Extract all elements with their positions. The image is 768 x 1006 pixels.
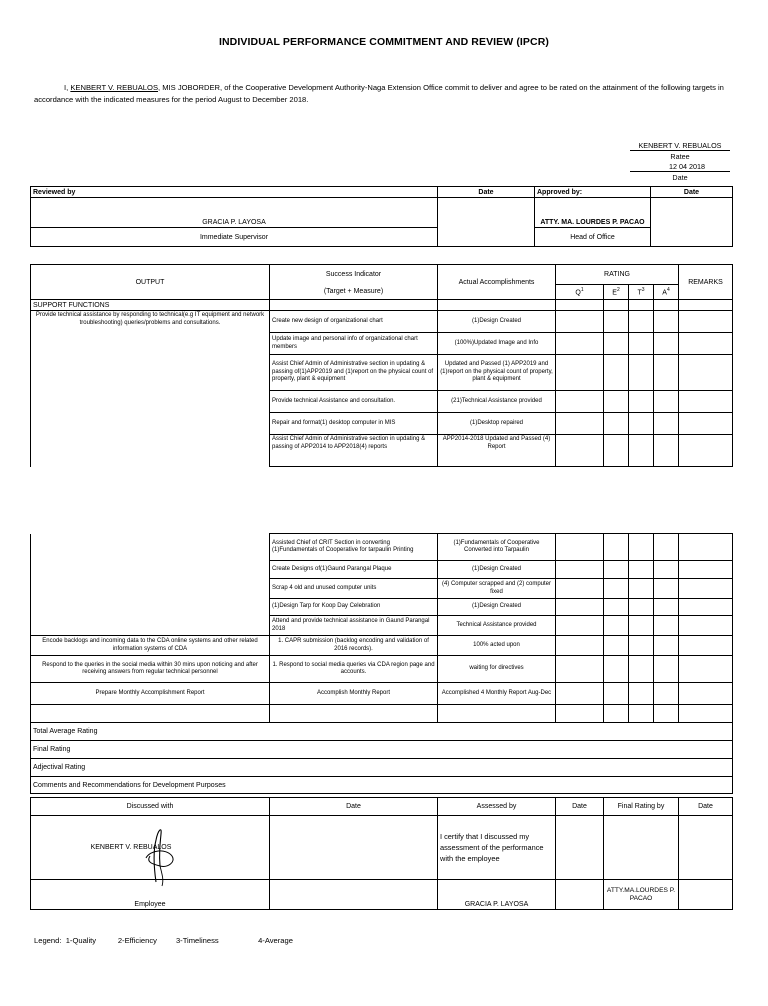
header-rating: RATING bbox=[556, 265, 679, 285]
approved-by-label: Approved by: bbox=[535, 187, 651, 198]
total-average-rating: Total Average Rating bbox=[31, 723, 733, 741]
ratee-block bbox=[630, 140, 730, 182]
output-continued-cell bbox=[31, 534, 270, 636]
reviewer-name: GRACIA P. LAYOSA bbox=[31, 198, 438, 228]
reviewer-title: Immediate Supervisor bbox=[31, 228, 438, 247]
actual-row: (21)Technical Assistance provided bbox=[438, 391, 556, 413]
assessor-name: GRACIA P. LAYOSA bbox=[438, 880, 556, 910]
header-output: OUTPUT bbox=[31, 265, 270, 300]
indicator-row: Create new design of organizational chart bbox=[270, 311, 438, 333]
performance-table-part1 bbox=[30, 264, 733, 467]
assessed-by-label: Assessed by bbox=[438, 798, 556, 816]
employee-signed-name: KENBERT V. REBUALOS bbox=[90, 844, 172, 851]
actual-row: (4) Computer scrapped and (2) computer fixed bbox=[438, 579, 556, 599]
legend-timeliness: 3-Timeliness bbox=[175, 936, 219, 945]
header-actual: Actual Accomplishments bbox=[438, 265, 556, 300]
indicator-row: Update image and personal info of organizational chart members bbox=[270, 333, 438, 355]
approver-title: Head of Office bbox=[535, 228, 651, 247]
date-label-2: Date bbox=[556, 798, 604, 816]
actual-row: (1)Desktop repaired bbox=[438, 413, 556, 435]
actual-row: Technical Assistance provided bbox=[438, 616, 556, 636]
approver-name: ATTY. MA. LOURDES P. PACAO bbox=[535, 198, 651, 228]
actual-row: (1)Design Created bbox=[438, 311, 556, 333]
indicator-row: Assist Chief Admin of Administrative section in updating & passing of(1)APP2019 and (1)report on the physical count of property, plant & equipment bbox=[270, 355, 438, 391]
actual-row: (1)Design Created bbox=[438, 599, 556, 616]
intro-rest: , MIS JOBORDER, of the Cooperative Development Authority-Naga Extension Office commit to deliver and agree to be rated on the attainment of the following targets in accordance with the indicated measures for the period August to December 2018. bbox=[34, 83, 724, 104]
final-rater-name: ATTY.MA.LOURDES P. PACAO bbox=[604, 880, 679, 910]
actual-monthly-report: Accomplished 4 Monthly Report Aug-Dec bbox=[438, 683, 556, 705]
ratee-name-inline: KENBERT V. REBUALOS bbox=[70, 83, 159, 92]
indicator-row: Scrap 4 old and unused computer units bbox=[270, 579, 438, 599]
indicator-capr: 1. CAPR submission (backlog encoding and validation of 2016 records). bbox=[270, 636, 438, 656]
signature-table bbox=[30, 797, 733, 910]
actual-row: (1)Fundamentals of Cooperative Converted into Tarpaulin bbox=[438, 534, 556, 561]
indicator-row: Assist Chief Admin of Administrative section in updating & passing of APP2014 to APP2018(4) reports bbox=[270, 435, 438, 467]
indicator-row: Assisted Chief of CRIT Section in converting (1)Fundamentals of Cooperative for tarpaulin Printing bbox=[270, 534, 438, 561]
output-social-media: Respond to the queries in the social media within 30 mins upon noticing and after receiving answers from regular technical personnel bbox=[31, 656, 270, 683]
header-e: $E^2$ bbox=[604, 285, 629, 300]
certify-statement: I certify that I discussed my assessment of the performance with the employee bbox=[438, 816, 556, 880]
approve-date-cell bbox=[651, 198, 733, 247]
actual-social-media: waiting for directives bbox=[438, 656, 556, 683]
ratee-label: Ratee bbox=[670, 151, 690, 161]
performance-table-part2 bbox=[30, 533, 733, 794]
comments-recommendations: Comments and Recommendations for Development Purposes bbox=[31, 777, 733, 794]
legend-label: Legend: bbox=[34, 936, 62, 945]
header-remarks: REMARKS bbox=[679, 265, 733, 300]
approve-date-label: Date bbox=[651, 187, 733, 198]
document-title: INDIVIDUAL PERFORMANCE COMMITMENT AND REVIEW (IPCR) bbox=[218, 36, 549, 48]
indicator-row: Attend and provide technical assistance in Gaund Parangal 2018 bbox=[270, 616, 438, 636]
indicator-monthly-report: Accomplish Monthly Report bbox=[270, 683, 438, 705]
actual-row: (1)Design Created bbox=[438, 561, 556, 579]
header-success-indicator: Success Indicator bbox=[270, 265, 438, 285]
actual-row: (100%)Updated Image and Info bbox=[438, 333, 556, 355]
ratee-name: KENBERT V. REBUALOS bbox=[630, 140, 730, 151]
date-label-3: Date bbox=[679, 798, 733, 816]
handwritten-signature bbox=[140, 820, 180, 890]
actual-row: APP2014-2018 Updated and Passed (4) Report bbox=[438, 435, 556, 467]
indicator-row: Repair and format(1) desktop computer in MIS bbox=[270, 413, 438, 435]
intro-prefix: I, bbox=[64, 83, 69, 92]
indicator-row: (1)Design Tarp for Koop Day Celebration bbox=[270, 599, 438, 616]
discussed-with-label: Discussed with bbox=[31, 798, 270, 816]
output-encode-backlogs: Encode backlogs and incoming data to the CDA online systems and other related information systems of CDA bbox=[31, 636, 270, 656]
review-date-label: Date bbox=[438, 187, 535, 198]
final-rating: Final Rating bbox=[31, 741, 733, 759]
header-q: $Q^1$ bbox=[556, 285, 604, 300]
header-target-measure: (Target + Measure) bbox=[270, 285, 438, 300]
legend-efficiency: 2-Efficiency bbox=[117, 936, 157, 945]
date-label-1: Date bbox=[270, 798, 438, 816]
legend bbox=[34, 936, 293, 945]
legend-quality: 1-Quality bbox=[65, 936, 97, 945]
review-date-cell bbox=[438, 198, 535, 247]
indicator-row: Provide technical Assistance and consultation. bbox=[270, 391, 438, 413]
header-t: $T^3$ bbox=[629, 285, 654, 300]
indicator-row: Create Designs of(1)Gaund Parangal Plaque bbox=[270, 561, 438, 579]
adjectival-rating: Adjectival Rating bbox=[31, 759, 733, 777]
indicator-social-media: 1. Respond to social media queries via CDA region page and accounts. bbox=[270, 656, 438, 683]
ratee-date: 12 04 2018 bbox=[630, 161, 730, 172]
reviewed-by-label: Reviewed by bbox=[31, 187, 438, 198]
actual-row: Updated and Passed (1) APP2019 and (1)report on the physical count of property, plant & equipment bbox=[438, 355, 556, 391]
header-a: $A^4$ bbox=[654, 285, 679, 300]
employee-label: Employee bbox=[31, 880, 270, 910]
section-support-functions: SUPPORT FUNCTIONS bbox=[31, 300, 270, 311]
final-rating-by-label: Final Rating by bbox=[604, 798, 679, 816]
legend-average: 4-Average bbox=[258, 936, 293, 945]
output-technical-assistance: Provide technical assistance by responding to technical(e.g IT equipment and network troubleshooting) queries/problems and consultations. bbox=[31, 311, 270, 467]
review-approval-table bbox=[30, 186, 733, 247]
commitment-statement bbox=[34, 82, 740, 106]
actual-capr: 100% acted upon bbox=[438, 636, 556, 656]
output-monthly-report: Prepare Monthly Accomplishment Report bbox=[31, 683, 270, 705]
ratee-date-label: Date bbox=[672, 172, 688, 182]
